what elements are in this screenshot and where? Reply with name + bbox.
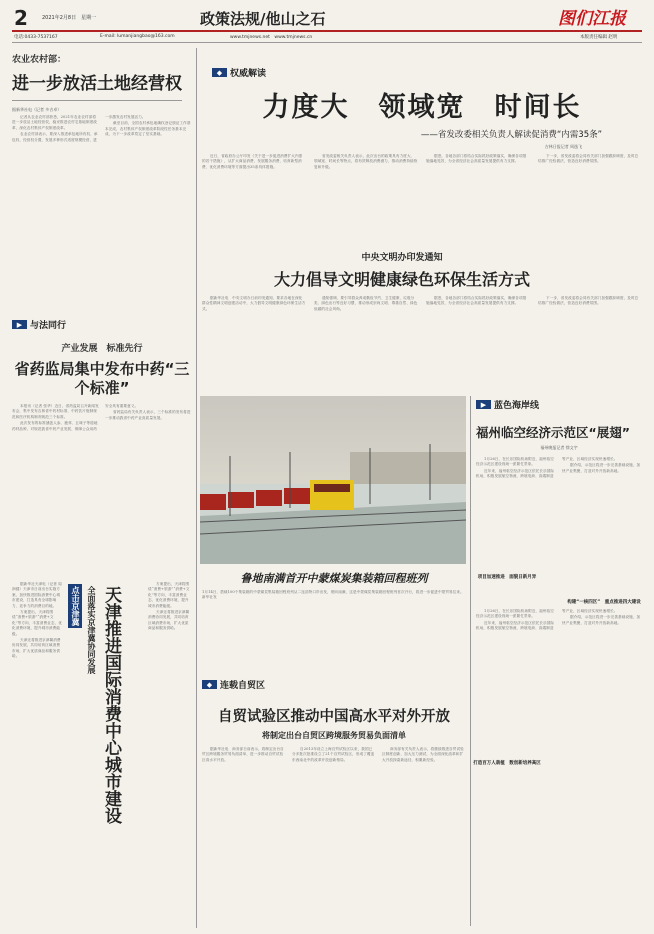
section-icon: ▶ <box>476 400 491 409</box>
article-body <box>202 296 642 396</box>
section-label-text: 权威解读 <box>230 69 267 79</box>
section-label <box>12 318 192 331</box>
website: www.tmjnews.net www.tmjnews.cn <box>230 35 313 40</box>
paragraph: 记者从农业农村部获悉，2021年农业农村部将进一步放活土地经营权，稳妥推进农村宅基地制度改革，深化农村集体产权制度改革。 <box>12 115 97 130</box>
page-title: 政策法规/他山之石 <box>200 10 326 28</box>
article-body <box>202 154 642 254</box>
article-headline: 大力倡导文明健康绿色环保生活方式 <box>273 270 530 289</box>
paragraph: 据新华社天津电（记者 周润健）天津市日前出台实施方案，加快推进国际消费中心城市建设，打造具有全球影响力、竞争力的消费目的地。 <box>12 582 62 608</box>
article-body <box>476 457 642 587</box>
article-tianjin <box>12 582 192 927</box>
article-ftz <box>202 678 466 926</box>
paragraph: 据悉，各地各部门将结合实际抓好政策落实，确保各项措施落地见效，为全省经济社会高质量发展提供有力支撑。 <box>426 296 527 306</box>
article-body <box>202 747 466 927</box>
paragraph: 近年来，福州临空经济示范区依托长乐国际机场，积极发展航空物流、跨境电商、高端制造等产业，区域经济实现快速增长。 <box>476 609 618 631</box>
article-body <box>12 404 192 554</box>
article-body-2 <box>476 609 642 909</box>
article-kicker: 中央文明办印发通知 <box>361 253 443 263</box>
paragraph: 省发改委相关负责人表示，此次出台的政策具有力度大、领域宽、时间长等特点，将有效释放消费潜力，推动消费持续恢复和升级。 <box>314 154 418 169</box>
paragraph: 方案提出，天津将围绕“消费+旅游”“消费+文化”等方向，丰富消费业态，优化消费环境，提升城市消费能级。 <box>12 610 62 636</box>
paragraph: 通知强调，要引导群众养成勤俭节约、卫生健康、垃圾分类、绿色出行等良好习惯，推动形成崇尚文明、尊重自然、绿色低碳的社会风尚。 <box>314 296 418 311</box>
contact-phone: 电话:0433-7537167 <box>14 35 58 40</box>
paragraph: 截至目前，全国农村承包地确权登记颁证工作基本完成，农村集体产权制度改革阶段性任务基本完成，为下一步改革奠定了坚实基础。 <box>105 121 191 137</box>
article-byline: 吉林日报记者 周逸飞 <box>544 144 582 149</box>
contact-email: E-mail: lumanjiangbao@163.com <box>100 34 175 39</box>
masthead <box>0 0 654 46</box>
section-icon: ◆ <box>212 68 227 77</box>
paragraph: 自2013年设立上海自贸试验区以来，我国已分多批次批准设立了21个自贸试验区，形成了覆盖东西南北中的改革开放创新格局。 <box>292 747 375 762</box>
article-kicker: 产业发展 标准先行 <box>61 344 143 354</box>
masthead-thin-rule <box>12 42 642 43</box>
paragraph: 本报讯（记者 张华）近日，省药监局召开新闻发布会，集中发布吉林省中药材标准、中药饮片炮制规范和医疗机构制剂规范三个标准。 <box>12 404 99 419</box>
paragraph: 1月26日，在长乐国际机场附近，福州临空经济示范区建设现场一派繁忙景象。 <box>476 457 554 467</box>
article-headline: 自贸试验区推动中国高水平对外开放 <box>218 709 450 725</box>
paragraph: 近日，省政府办公厅印发《关于进一步促进消费扩大内需的若干措施》，从扩大商品消费、发展服务消费、培育新型消费、优化消费环境等方面提出35条具体措施。 <box>202 154 303 169</box>
article-byline: 福州晚报记者 徐文宇 <box>540 445 578 450</box>
section-label-text: 蓝色海岸线 <box>494 401 540 411</box>
article-fuzhou <box>476 398 642 926</box>
section-label-text: 与法同行 <box>30 321 67 331</box>
article-civilization <box>202 250 642 390</box>
section-label <box>476 398 642 411</box>
paragraph: 据悉，各地各部门将结合实际抓好政策落实，确保各项措施落地见效，为全省经济社会高质量发展提供有力支撑。 <box>426 154 527 164</box>
paragraph: 省药监局有关负责人表示，三个标准的发布将进一步推动我省中药产业高质量发展。 <box>105 410 191 420</box>
article-body <box>12 582 62 922</box>
paragraph: 此次发布的标准涵盖人参、鹿茸、五味子等道地药材品种，对规范我省中药产业发展、保障公众用药安全具有重要意义。 <box>12 404 139 431</box>
article-headline: 福州临空经济示范区“展翅” <box>476 425 630 440</box>
divider <box>12 100 182 101</box>
page-number: 2 <box>14 6 28 30</box>
box-heading: 构建“一核四区” 重点推进四大建设 <box>567 600 641 605</box>
article-headline: 天津推进国际消费中心城市建设 <box>101 586 121 824</box>
article-kicker: 农业农村部： <box>12 55 67 65</box>
article-policy <box>202 50 642 245</box>
paragraph: 农业农村部表示，要深入推进承包地所有权、承包权、经营权分置，发展多种形式适度规模经营，进一步激发农村发展活力。 <box>12 115 146 142</box>
paragraph: 下一步，省发改委将会同有关部门加强跟踪调度，及时总结推广经验做法，营造良好消费氛围。 <box>538 154 639 164</box>
issue-date: 2021年2月8日 星期一 <box>42 15 97 21</box>
article-byline: 据新华社电（记者 多吉卓） <box>12 107 62 112</box>
paragraph: 据新华社电 中央文明办日前印发通知，要求各地在深化群众性精神文明创建活动中，大力倡导文明健康绿色环保生活方式。 <box>202 296 306 311</box>
paragraph: 方案提出，天津将围绕“消费+旅游”“消费+文化”等方向，丰富消费业态，优化消费环境，提升城市消费能级。 <box>148 582 190 608</box>
paragraph: 据介绍，示范区将进一步完善基础设施，加快产业集聚，打造对外开放新高地。 <box>562 615 641 625</box>
section-icon: ▶ <box>12 320 27 329</box>
caption-text: 1月14日，搭载100个集装箱的中蒙煤炭集装箱回程班列从二连浩特口岸出发，驶向南满，这是中蒙煤炭集装箱回程班列首次开行，将进一步促进中蒙贸易往来。新华社发 <box>202 590 464 600</box>
paragraph: 1月26日，在长乐国际机场附近，福州临空经济示范区建设现场一派繁忙景象。 <box>476 609 554 619</box>
article-medicine <box>12 318 192 573</box>
article-body-2 <box>148 582 192 922</box>
paragraph: 天津还将推进京津冀消费协同发展，共同培育区域消费市场，扩大优质商品和服务供给。 <box>148 610 190 631</box>
paragraph: 近年来，福州临空经济示范区依托长乐国际机场，积极发展航空物流、跨境电商、高端制造等产业，区域经济实现快速增长。 <box>476 457 618 479</box>
article-headline: 省药监局集中发布中药“三个标准” <box>14 360 190 397</box>
section-label <box>212 66 642 79</box>
editor-line: 本版责任编辑 赵明 <box>580 35 618 40</box>
masthead-logo: 图们江报 <box>558 9 626 29</box>
masthead-rule <box>12 30 642 32</box>
paragraph: 天津还将推进京津冀消费协同发展，共同培育区域消费市场，扩大优质商品和服务供给。 <box>12 638 61 659</box>
train-photo-image <box>200 396 466 564</box>
column-divider <box>196 48 197 928</box>
paragraph: 据新华社电 商务部日前表示，将制定出台自贸区跨境服务贸易负面清单，进一步推动自贸试验区高水平开放。 <box>202 747 284 762</box>
box-heading: 项目加速推进 面貌日新月异 <box>477 575 537 580</box>
paragraph: 商务部有关负责人表示，将继续推进自贸试验区制度创新，加大压力测试，为全面深化改革和扩大开放探索新途径、积累新经验。 <box>382 747 464 762</box>
photo-caption <box>202 566 466 618</box>
news-photo <box>200 396 466 564</box>
article-headline: 力度大 领域宽 时间长 <box>262 92 582 123</box>
section-label-text: 连载自贸区 <box>220 681 266 691</box>
caption-title: 鲁地南满首开中蒙煤炭集装箱回程班列 <box>240 572 428 585</box>
box-heading: 打造百万人栽植 数创新培养高区 <box>473 761 541 766</box>
article-subhead: ——省发改委相关负责人解读促消费“内需35条” <box>420 130 602 140</box>
paragraph: 据介绍，示范区将进一步完善基础设施，加快产业集聚，打造对外开放新高地。 <box>562 463 641 473</box>
article-subhead: 将制定出台自贸区跨境服务贸易负面清单 <box>262 731 406 740</box>
section-label: 点击京津冀 <box>68 584 82 628</box>
section-icon: ◆ <box>202 680 217 689</box>
paragraph: 下一步，省发改委将会同有关部门加强跟踪调度，及时总结推广经验做法，营造良好消费氛围。 <box>538 296 639 306</box>
article-headline: 进一步放活土地经营权 <box>12 74 182 94</box>
column-divider <box>470 396 471 926</box>
section-label <box>202 678 466 691</box>
article-subhead: 全面落实京津冀协同发展 <box>87 586 96 674</box>
